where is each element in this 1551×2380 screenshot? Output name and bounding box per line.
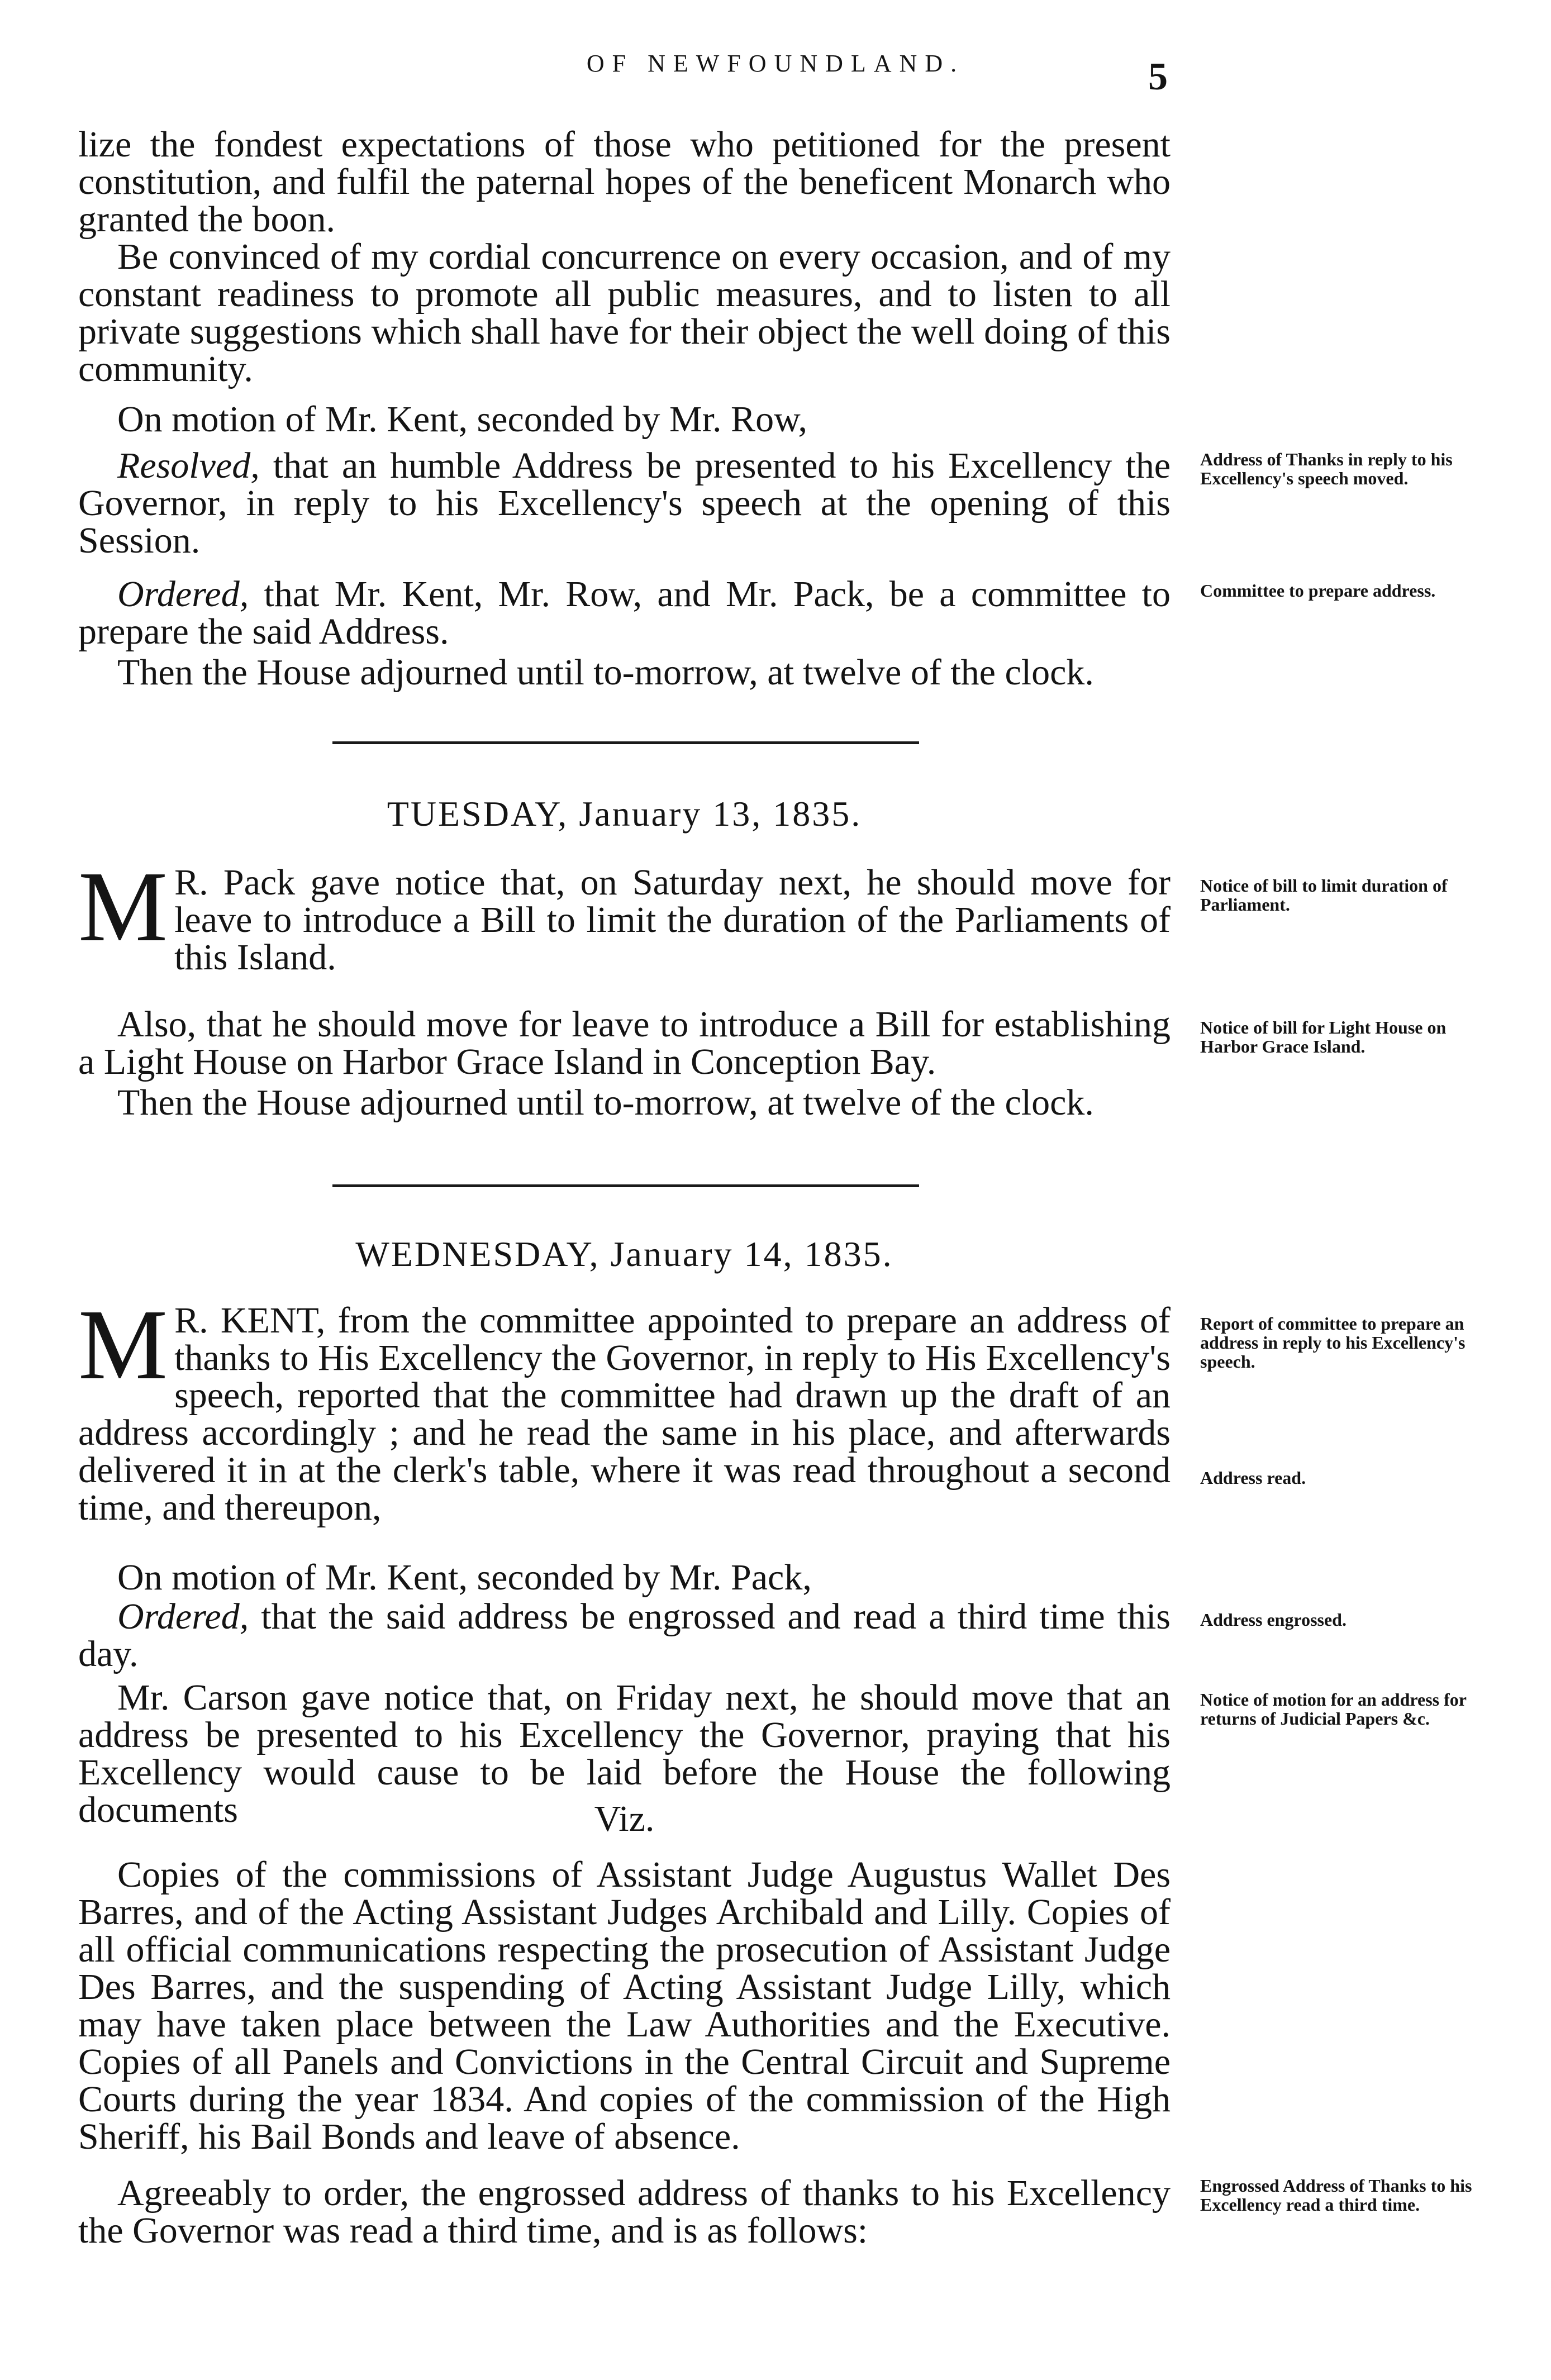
wednesday-report (78, 1289, 1171, 1528)
adjourn-line (78, 654, 1171, 691)
resolved-paragraph (78, 447, 1171, 559)
paragraph-text: that an humble Address be presented to his Excellency the Governor, in reply to his Excellency's speech at the opening of this Session. (78, 445, 1171, 561)
wednesday-ordered (78, 1598, 1171, 1673)
drop-cap: M (78, 851, 168, 962)
page-number: 5 (1148, 55, 1168, 98)
paragraph: lize the fondest expectations of those who petitioned for the present constitution, and fulfil the paternal hopes of the beneficent Monarch who granted the boon. (78, 124, 1171, 240)
margin-note: Report of committee to prepare an address in reply to his Excellency's speech. (1200, 1313, 1466, 1372)
paragraph-text: R. Pack gave notice that, on Saturday next, he should move for leave to introduce a Bill to limit the duration of the Parliaments of this Island. (174, 862, 1171, 978)
margin-note: Address of Thanks in reply to his Excellency's speech moved. (1200, 449, 1453, 488)
block-opening (78, 126, 1171, 388)
paragraph: On motion of Mr. Kent, seconded by Mr. Pack, (117, 1557, 812, 1598)
paragraph: On motion of Mr. Kent, seconded by Mr. Row, (117, 399, 807, 440)
margin-note: Engrossed Address of Thanks to his Excellency read a third time. (1200, 2176, 1472, 2215)
drop-cap: M (78, 1289, 168, 1400)
paragraph: Then the House adjourned until to-morrow, at twelve of the clock. (117, 652, 1094, 693)
wednesday-motion (78, 1559, 1171, 1596)
margin-note: Address engrossed. (1200, 1610, 1347, 1630)
margin-note: Address read. (1200, 1468, 1306, 1488)
engrossed-address-intro (78, 2174, 1171, 2249)
tuesday-also (78, 1006, 1171, 1080)
paragraph: Then the House adjourned until to-morrow, at twelve of the clock. (117, 1082, 1094, 1123)
margin-note: Notice of motion for an address for returns of Judicial Papers &c. (1200, 1689, 1467, 1729)
paragraph-text: R. KENT, from the committee appointed to prepare an address of thanks to His Excellency the Governor, in reply to His Excellency's speech, reported that the committee had drawn up the draft of an address accordingly ; and he read the same in his place, and afterwards delivered it in at the clerk's table, where it was read throughout a second time, and thereupon, (78, 1300, 1171, 1528)
tuesday-notice (78, 851, 1171, 978)
motion-line (78, 401, 1171, 438)
paragraph: Be convinced of my cordial concurrence on every occasion, and of my constant readiness to promote all public measures, and to listen to all private suggestions which shall have for their object the well doing of this community. (78, 236, 1171, 389)
margin-note: Notice of bill to limit duration of Parliament. (1200, 875, 1448, 915)
section-rule (332, 741, 919, 744)
section-heading-tuesday: TUESDAY, January 13, 1835. (387, 794, 862, 834)
margin-note: Committee to prepare address. (1200, 580, 1436, 601)
documents-list (78, 1856, 1171, 2155)
ordered-paragraph (78, 575, 1171, 650)
ordered-label: Ordered, (117, 574, 249, 615)
paragraph: Also, that he should move for leave to introduce a Bill for establishing a Light House on Harbor Grace Island in Conception Bay. (78, 1004, 1171, 1082)
paragraph-text: that Mr. Kent, Mr. Row, and Mr. Pack, be a committee to prepare the said Address. (78, 574, 1171, 652)
section-heading-wednesday: WEDNESDAY, January 14, 1835. (355, 1234, 893, 1274)
running-header: OF NEWFOUNDLAND. (586, 50, 965, 77)
tuesday-adjourn (78, 1084, 1171, 1121)
paragraph: Agreeably to order, the engrossed address of thanks to his Excellency the Governor was read a third time, and is as follows: (78, 2173, 1171, 2251)
paragraph-text: that the said address be engrossed and read a third time this day. (78, 1596, 1171, 1674)
viz-label: Viz. (594, 1798, 655, 1839)
ordered-label: Ordered, (117, 1596, 249, 1637)
paragraph: Copies of the commissions of Assistant Judge Augustus Wallet Des Barres, and of the Acting Assistant Judges Archibald and Lilly. Copies of all official communications respecting the prosecution of Assistant Judge Des Barres, and the suspending of Acting Assistant Judge Lilly, which may have taken place between the Law Authorities and the Executive. Copies of all Panels and Convictions in the Central Circuit and Supreme Courts during the year 1834. And copies of the commission of the High Sheriff, his Bail Bonds and leave of absence. (78, 1854, 1171, 2157)
section-rule (332, 1184, 919, 1187)
paragraph: Mr. Carson gave notice that, on Friday next, he should move that an address be presented to his Excellency the Governor, praying that his Excellency would cause to be laid before the House the following documents (78, 1677, 1171, 1830)
margin-note: Notice of bill for Light House on Harbor Grace Island. (1200, 1017, 1447, 1056)
resolved-label: Resolved, (117, 445, 260, 486)
